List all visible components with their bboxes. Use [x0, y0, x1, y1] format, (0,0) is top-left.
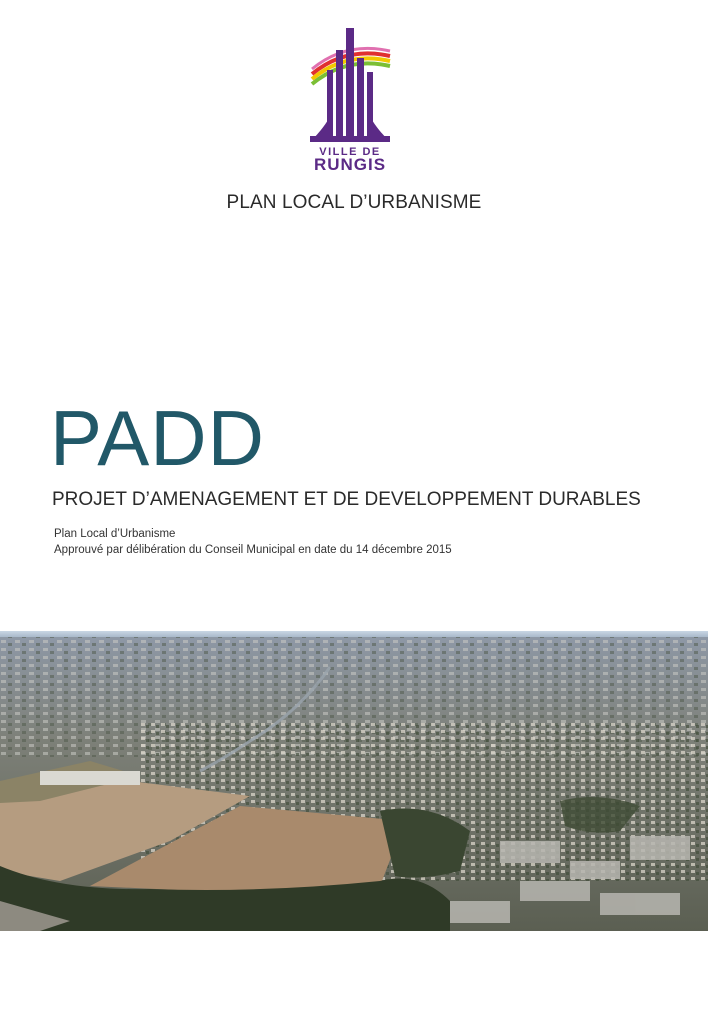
logo-line2: RUNGIS — [313, 155, 387, 172]
logo-line1: VILLE DE — [319, 146, 381, 158]
padd-heading: PADD — [50, 394, 265, 482]
document-type-line: Plan Local d’Urbanisme — [54, 528, 176, 540]
aerial-city-photo — [0, 631, 708, 931]
plu-title: PLAN LOCAL D’URBANISME — [226, 192, 482, 213]
aerial-photo-icon — [0, 631, 708, 931]
rungis-logo-icon — [306, 24, 394, 172]
ville-de-rungis-logo — [306, 24, 394, 172]
approval-line: Approuvé par délibération du Conseil Municipal en date du 14 décembre 2015 — [54, 544, 452, 556]
padd-subtitle: PROJET D’AMENAGEMENT ET DE DEVELOPPEMENT DURABLES — [52, 489, 641, 510]
